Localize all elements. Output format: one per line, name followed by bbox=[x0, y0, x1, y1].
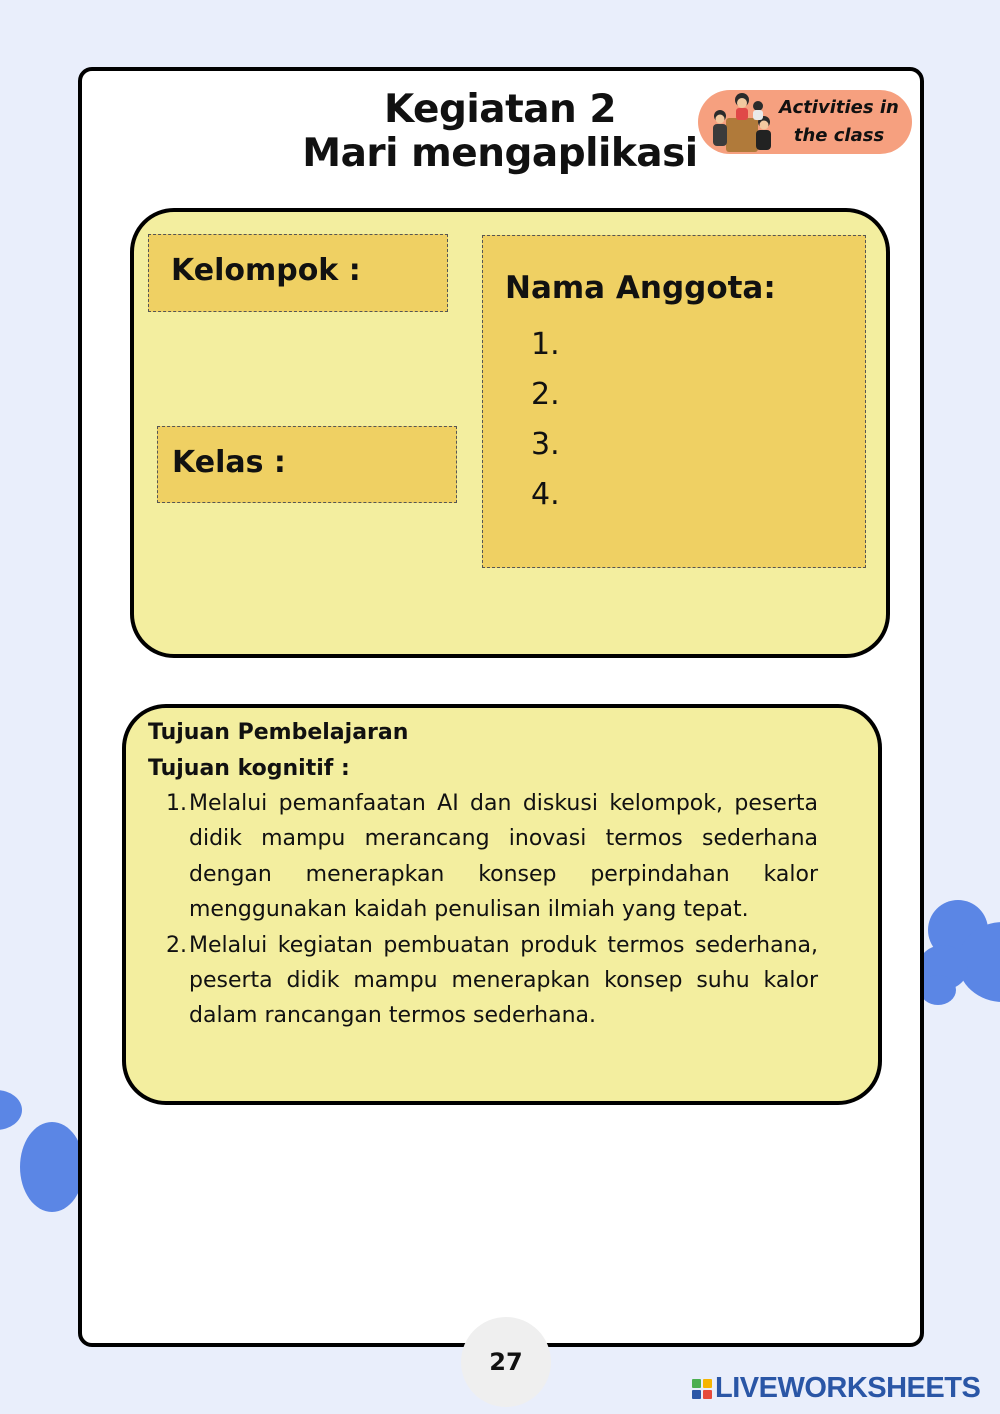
goals-heading: Tujuan Pembelajaran bbox=[148, 720, 409, 745]
goal-text: Melalui kegiatan pembuatan produk termos sederhana, peserta didik mampu menerapkan konsep suhu kalor dalam rancangan termos sederhana. bbox=[189, 932, 818, 1029]
kelompok-label: Kelompok : bbox=[171, 253, 361, 288]
badge-label: Activities in the class bbox=[779, 97, 899, 146]
kelompok-field[interactable] bbox=[148, 234, 448, 312]
kids-group-icon bbox=[708, 92, 774, 154]
goal-number: 1. bbox=[166, 791, 187, 816]
kelas-field[interactable] bbox=[157, 426, 457, 503]
members-title: Nama Anggota: bbox=[505, 270, 776, 306]
goal-item bbox=[166, 786, 818, 928]
goal-item bbox=[166, 928, 818, 1034]
activities-badge bbox=[698, 90, 912, 154]
member-item[interactable]: 3. bbox=[531, 427, 560, 462]
brand-name: LIVEWORKSHEETS bbox=[715, 1372, 981, 1404]
goals-list bbox=[166, 786, 818, 1034]
title-line-1: Kegiatan 2 bbox=[383, 87, 617, 132]
member-item[interactable]: 1. bbox=[531, 327, 560, 362]
kelas-label: Kelas : bbox=[172, 445, 286, 480]
goal-text: Melalui pemanfaatan AI dan diskusi kelompok, peserta didik mampu merancang inovasi termos sederhana dengan menerapkan konsep perpindahan kalor menggunakan kaidah penulisan ilmiah yang tepat. bbox=[189, 791, 818, 923]
goals-subheading: Tujuan kognitif : bbox=[148, 756, 350, 781]
members-list bbox=[531, 320, 560, 520]
title-line-2: Mari mengaplikasi bbox=[302, 131, 698, 176]
page-number: 27 bbox=[461, 1317, 551, 1407]
member-item[interactable]: 2. bbox=[531, 377, 560, 412]
members-field[interactable] bbox=[482, 235, 866, 568]
member-item[interactable]: 4. bbox=[531, 477, 560, 512]
liveworksheets-icon bbox=[692, 1379, 712, 1399]
page-title bbox=[250, 88, 750, 176]
goal-number: 2. bbox=[166, 932, 187, 958]
